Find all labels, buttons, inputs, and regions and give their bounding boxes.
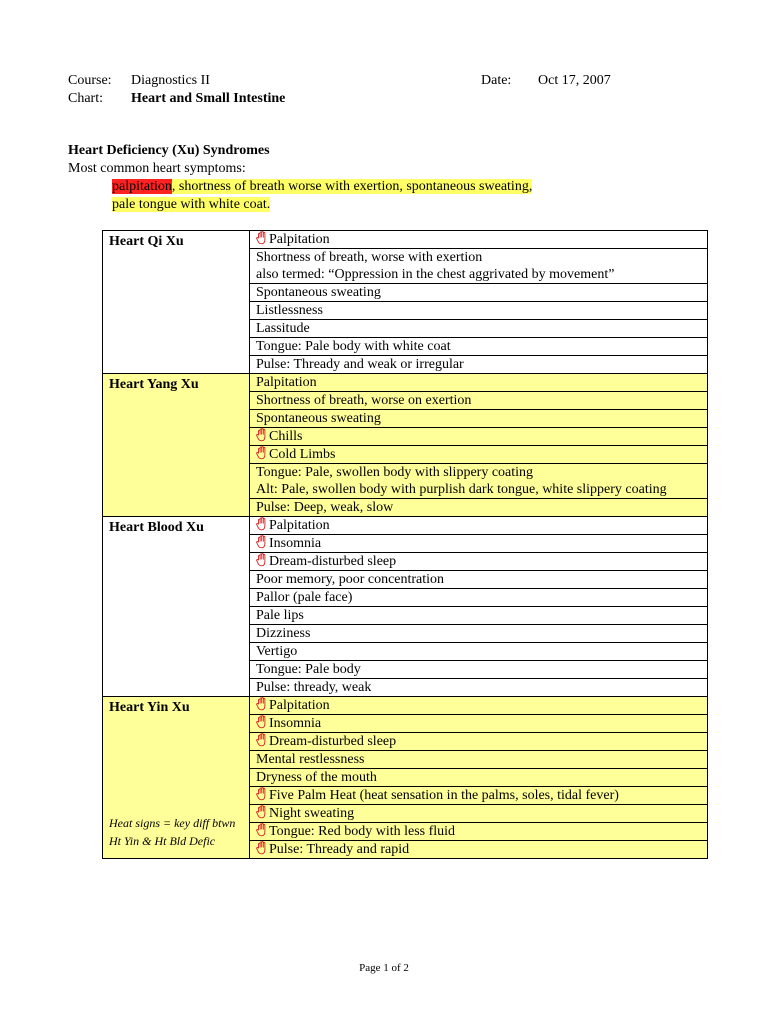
symptom-cell (250, 661, 708, 679)
symptom-cell (250, 589, 708, 607)
symptom-line (256, 751, 707, 768)
hand-pointer-icon (256, 823, 268, 837)
hand-pointer-icon (256, 553, 268, 567)
symptom-text: Insomnia (269, 536, 322, 551)
symptom-cell (250, 320, 708, 338)
section-title: Heart Deficiency (Xu) Syndromes (68, 143, 270, 158)
symptom-text: Dizziness (256, 626, 311, 641)
symptom-text: Lassitude (256, 321, 310, 336)
common-symptoms-line-1 (112, 178, 532, 196)
symptom-text: Spontaneous sweating (256, 285, 381, 300)
syndrome-name-cell (103, 697, 250, 859)
palpitation-highlight: palpitation (112, 179, 172, 194)
symptom-text: Shortness of breath, worse on exertion (256, 393, 472, 408)
symptom-text: Five Palm Heat (heat sensation in the palms, soles, tidal fever) (269, 788, 619, 803)
symptom-cell (250, 787, 708, 805)
syndrome-name: Heart Blood Xu (109, 520, 204, 535)
symptom-cell (250, 338, 708, 356)
symptom-text: Alt: Pale, swollen body with purplish dark tongue, white slippery coating (256, 482, 667, 497)
symptom-line (256, 679, 707, 696)
symptom-cell (250, 841, 708, 859)
symptom-line (256, 571, 707, 588)
symptom-text: also termed: “Oppression in the chest aggrivated by movement” (256, 267, 615, 282)
symptom-cell (250, 231, 708, 249)
symptom-line (256, 535, 707, 552)
symptom-line (256, 481, 707, 498)
table-row (103, 374, 708, 392)
symptom-line (256, 499, 707, 516)
symptom-text: Pallor (pale face) (256, 590, 353, 605)
symptom-text: Palpitation (269, 232, 330, 247)
symptom-line (256, 338, 707, 355)
symptom-line (256, 410, 707, 427)
symptom-line (256, 517, 707, 534)
chart-label: Chart: (68, 91, 103, 106)
symptom-cell (250, 679, 708, 697)
symptom-text: Tongue: Pale body with white coat (256, 339, 451, 354)
symptom-cell (250, 733, 708, 751)
symptoms-text-2: pale tongue with white coat. (112, 197, 271, 212)
symptom-cell (250, 302, 708, 320)
hand-pointer-icon (256, 517, 268, 531)
symptom-text: Poor memory, poor concentration (256, 572, 445, 587)
symptom-line (256, 643, 707, 660)
hand-pointer-icon (256, 841, 268, 855)
course-value: Diagnostics II (131, 73, 210, 88)
syndrome-name: Heart Qi Xu (109, 234, 184, 249)
date-label: Date: (481, 73, 512, 88)
date-value: Oct 17, 2007 (538, 73, 611, 88)
syndrome-name-cell (103, 231, 250, 374)
syndromes-table (102, 230, 708, 859)
symptom-line (256, 464, 707, 481)
symptom-cell (250, 823, 708, 841)
syndrome-name: Heart Yang Xu (109, 377, 199, 392)
symptom-cell (250, 284, 708, 302)
symptom-cell (250, 769, 708, 787)
symptom-line (256, 374, 707, 391)
symptom-cell (250, 607, 708, 625)
symptom-text: Cold Limbs (269, 447, 336, 462)
symptom-line (256, 697, 707, 714)
symptom-text: Pale lips (256, 608, 304, 623)
syndrome-name-cell (103, 517, 250, 697)
course-label: Course: (68, 73, 112, 88)
section-subtitle: Most common heart symptoms: (68, 161, 246, 176)
note-line: Ht Yin & Ht Bld Defic (109, 834, 216, 848)
symptom-text: Tongue: Pale body (256, 662, 361, 677)
symptom-cell (250, 625, 708, 643)
symptom-line (256, 769, 707, 786)
symptom-text: Pulse: Deep, weak, slow (256, 500, 394, 515)
symptom-cell (250, 517, 708, 535)
heat-signs-note (109, 814, 235, 850)
symptom-text: Palpitation (269, 518, 330, 533)
symptom-line (256, 302, 707, 319)
note-line: Heat signs = key diff btwn (109, 816, 236, 830)
symptom-line (256, 589, 707, 606)
symptom-text: Listlessness (256, 303, 323, 318)
symptom-cell (250, 697, 708, 715)
symptom-cell (250, 535, 708, 553)
symptom-line (256, 320, 707, 337)
symptom-cell (250, 643, 708, 661)
symptom-line (256, 715, 707, 732)
symptom-cell (250, 249, 708, 284)
symptom-text: Dream-disturbed sleep (269, 734, 397, 749)
hand-pointer-icon (256, 535, 268, 549)
symptom-cell (250, 428, 708, 446)
symptom-text: Pulse: thready, weak (256, 680, 372, 695)
symptom-cell (250, 410, 708, 428)
table-row (103, 517, 708, 535)
symptom-line (256, 607, 707, 624)
table-row (103, 697, 708, 715)
symptom-line (256, 787, 707, 804)
symptom-line (256, 625, 707, 642)
symptom-text: Tongue: Red body with less fluid (269, 824, 456, 839)
hand-pointer-icon (256, 787, 268, 801)
table-row (103, 231, 708, 249)
symptom-cell (250, 499, 708, 517)
hand-pointer-icon (256, 733, 268, 747)
symptom-text: Mental restlessness (256, 752, 365, 767)
hand-pointer-icon (256, 805, 268, 819)
hand-pointer-icon (256, 715, 268, 729)
symptom-text: Vertigo (256, 644, 298, 659)
symptom-text: Spontaneous sweating (256, 411, 381, 426)
symptom-line (256, 446, 707, 463)
page-number: Page 1 of 2 (359, 962, 409, 974)
symptom-cell (250, 805, 708, 823)
symptom-text: Shortness of breath, worse with exertion (256, 250, 483, 265)
hand-pointer-icon (256, 446, 268, 460)
symptom-text: Dream-disturbed sleep (269, 554, 397, 569)
hand-pointer-icon (256, 697, 268, 711)
symptom-line (256, 805, 707, 822)
symptom-text: Insomnia (269, 716, 322, 731)
symptom-text: Dryness of the mouth (256, 770, 377, 785)
symptom-line (256, 733, 707, 750)
symptom-text: Palpitation (269, 698, 330, 713)
symptom-line (256, 249, 707, 266)
symptom-cell (250, 571, 708, 589)
symptom-line (256, 284, 707, 301)
symptom-cell (250, 392, 708, 410)
syndrome-name: Heart Yin Xu (109, 700, 190, 715)
symptom-cell (250, 751, 708, 769)
symptom-line (256, 356, 707, 373)
symptom-line (256, 266, 707, 283)
symptom-line (256, 553, 707, 570)
symptoms-text-1: , shortness of breath worse with exertion, spontaneous sweating, (171, 179, 533, 194)
symptom-text: Pulse: Thready and rapid (269, 842, 410, 857)
symptom-cell (250, 446, 708, 464)
symptom-line (256, 823, 707, 840)
syndrome-name-cell (103, 374, 250, 517)
symptom-text: Night sweating (269, 806, 355, 821)
symptom-text: Chills (269, 429, 303, 444)
common-symptoms-line-2 (112, 196, 270, 214)
symptom-line (256, 661, 707, 678)
symptom-text: Palpitation (256, 375, 317, 390)
symptom-cell (250, 374, 708, 392)
symptom-cell (250, 715, 708, 733)
hand-pointer-icon (256, 428, 268, 442)
symptom-text: Pulse: Thready and weak or irregular (256, 357, 464, 372)
symptom-cell (250, 464, 708, 499)
hand-pointer-icon (256, 231, 268, 245)
symptom-cell (250, 553, 708, 571)
symptom-line (256, 231, 707, 248)
symptom-cell (250, 356, 708, 374)
symptom-line (256, 841, 707, 858)
chart-value: Heart and Small Intestine (131, 91, 286, 106)
symptom-line (256, 428, 707, 445)
symptom-text: Tongue: Pale, swollen body with slippery coating (256, 465, 534, 480)
symptom-line (256, 392, 707, 409)
